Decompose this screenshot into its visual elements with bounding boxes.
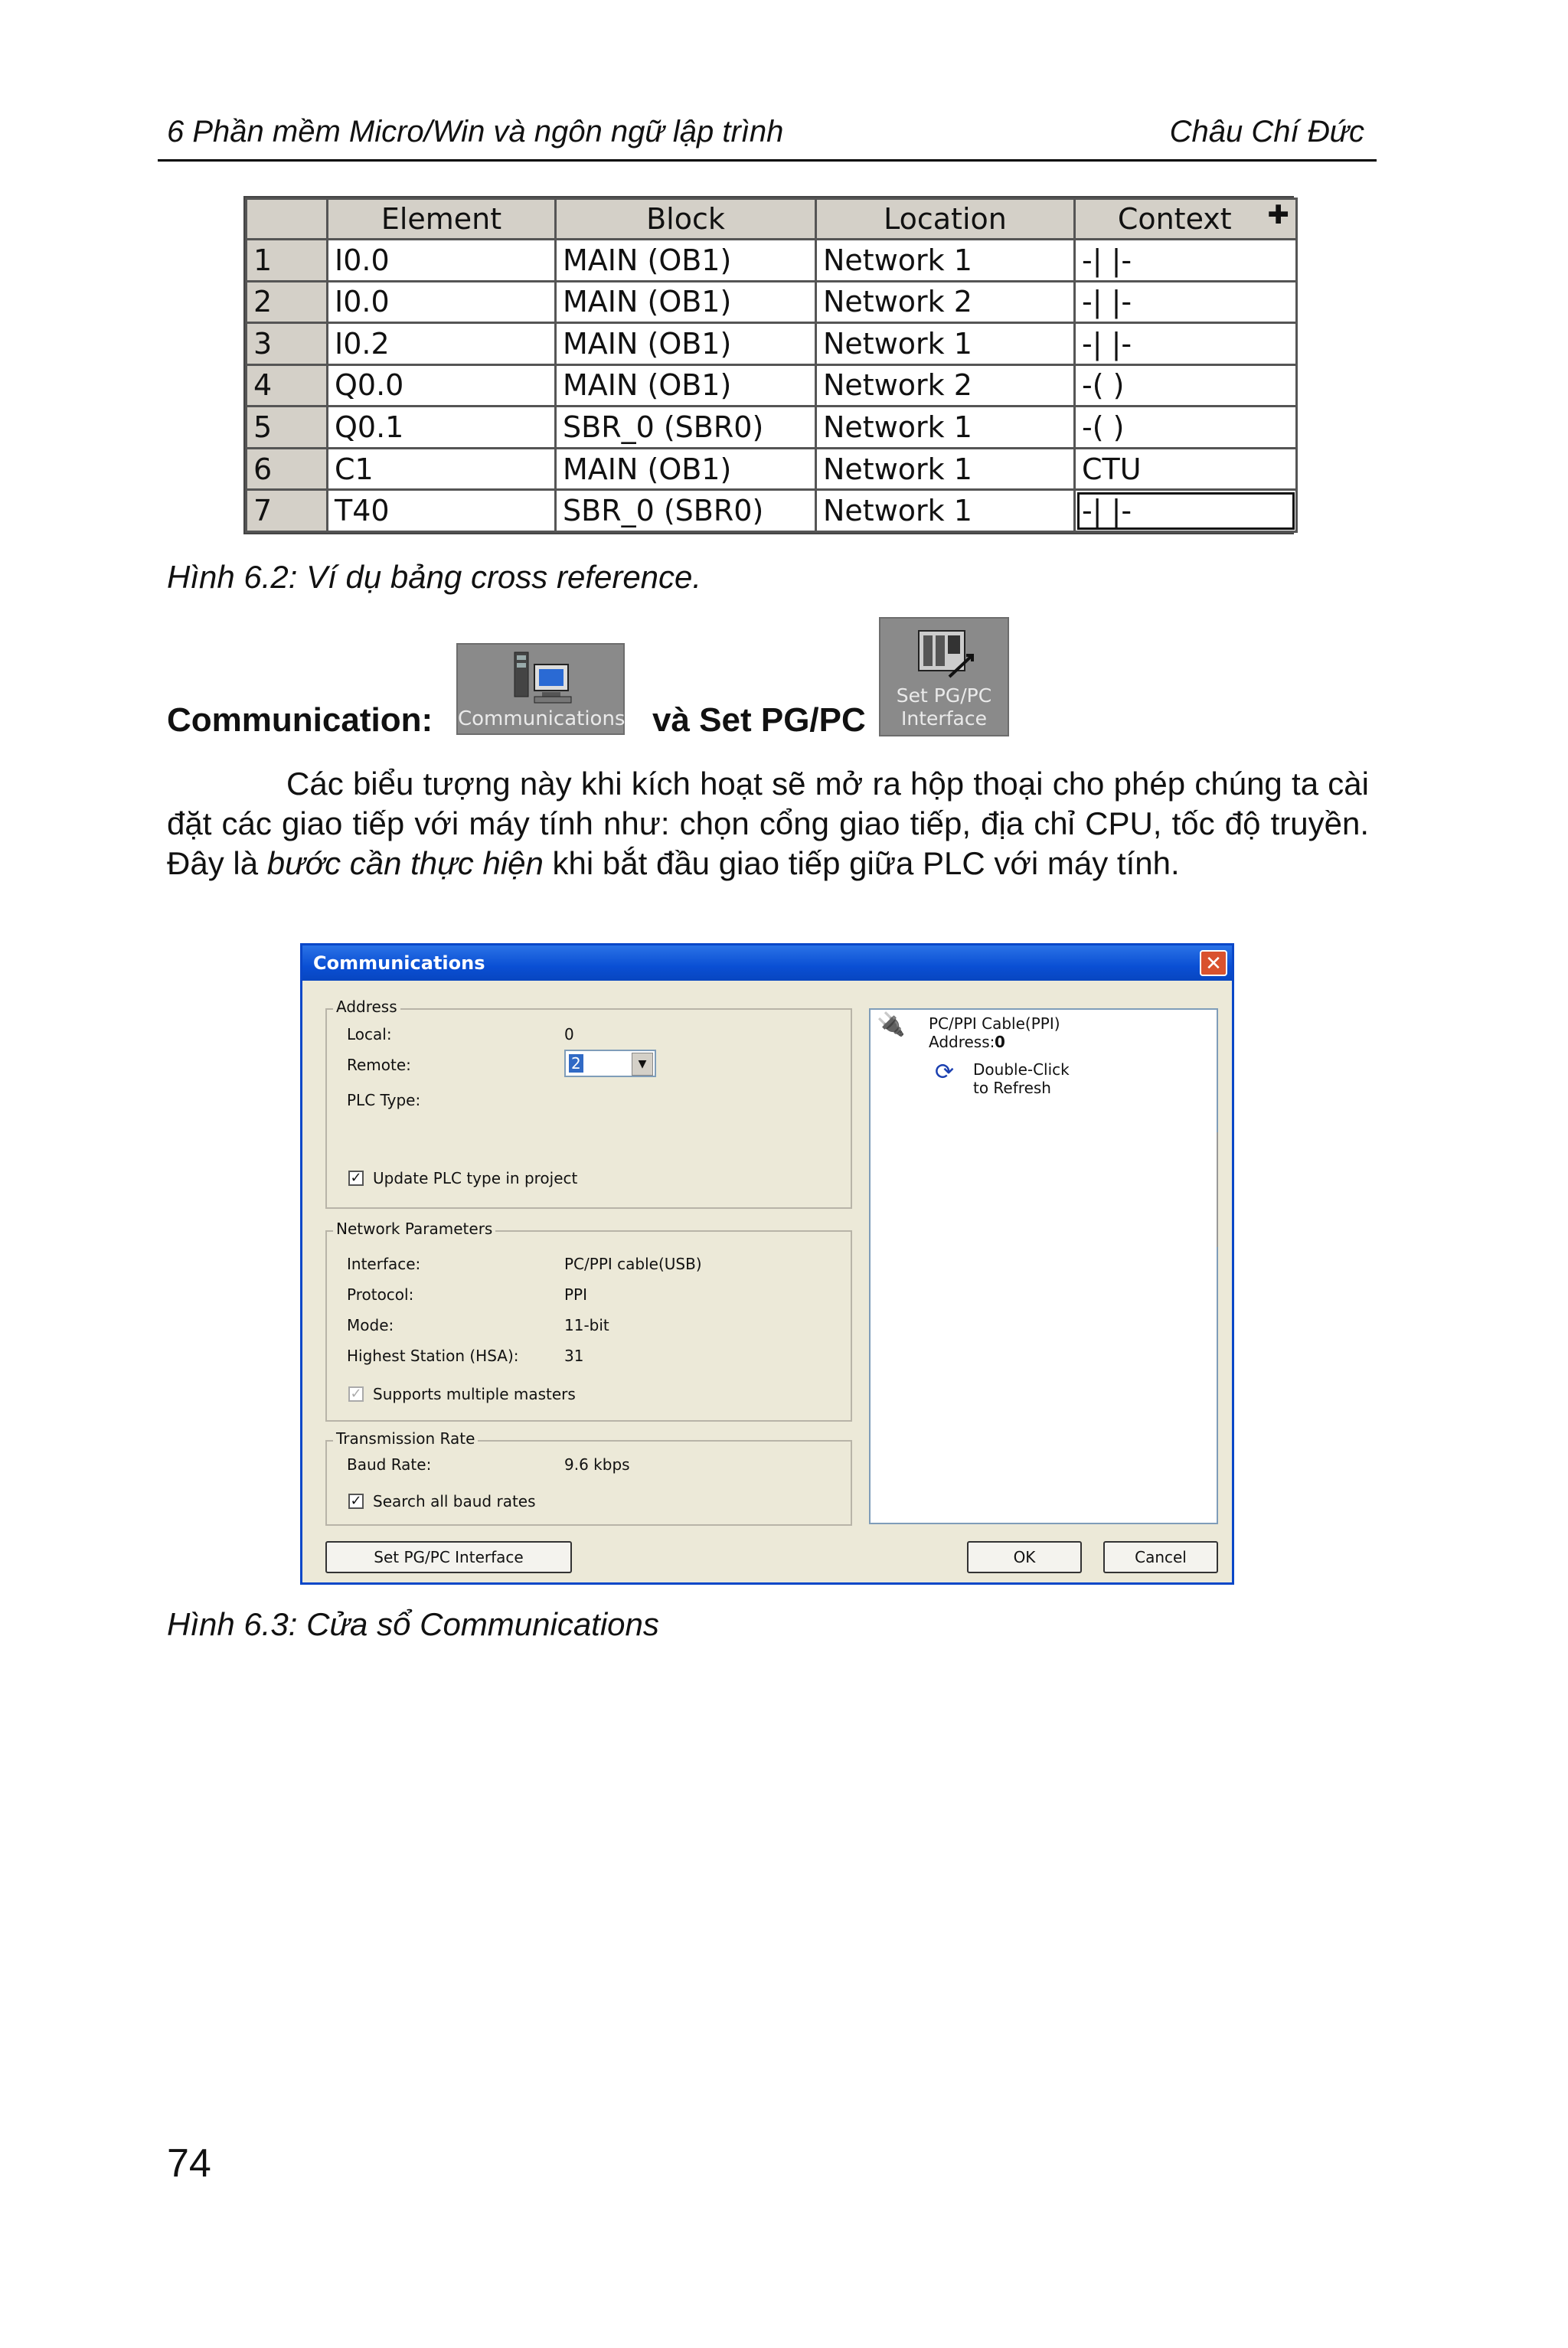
interface-icon [911,623,980,684]
table-row[interactable] [247,448,1297,490]
remote-address-select[interactable] [564,1050,656,1077]
chevron-down-icon[interactable]: ▼ [632,1053,653,1076]
context-cell: -( ) [1075,407,1297,449]
computer-plc-icon [504,648,580,709]
context-cell: -| |- [1075,240,1297,282]
element-cell: I0.0 [328,240,556,282]
page-number: 74 [167,2141,211,2186]
communications-toolbar-button[interactable] [456,643,625,735]
set-pgpc-button-label [880,684,1008,730]
column-header[interactable]: Element [328,199,556,240]
table-row[interactable] [247,364,1297,407]
set-pgpc-interface-button[interactable]: Set PG/PC Interface [325,1541,572,1573]
pin-icon[interactable]: ✚ [1267,200,1289,230]
element-cell: T40 [328,490,556,532]
row-number: 1 [247,240,328,282]
mode-value: 11-bit [564,1316,609,1334]
element-cell: I0.2 [328,323,556,365]
column-header-label: Context [1117,202,1232,236]
context-cell: -| |- [1075,490,1297,532]
cancel-button[interactable]: Cancel [1103,1541,1218,1573]
block-cell: MAIN (OB1) [556,281,816,323]
communications-button-label: Communications [458,707,626,730]
local-value: 0 [564,1025,574,1043]
network-parameters-group [325,1220,852,1422]
location-cell: Network 1 [816,240,1075,282]
table-row[interactable] [247,407,1297,449]
mode-label: Mode: [347,1316,394,1334]
set-pgpc-toolbar-button[interactable] [879,617,1009,736]
paragraph-text: Các biểu tượng này khi kích hoạt sẽ mở ra hộp thoại cho phép chúng ta cài đặt các giao tiếp với máy tính như: chọn cổng giao tiếp, địa chỉ CPU, tốc độ truyền. Đây là [167,766,1369,881]
column-header[interactable] [1075,199,1297,240]
row-number: 7 [247,490,328,532]
scrollbar-edge [1217,1132,1223,1247]
corner-cell [247,199,328,240]
group-title: Transmission Rate [333,1429,478,1448]
context-cell: -( ) [1075,364,1297,407]
block-cell: MAIN (OB1) [556,240,816,282]
block-cell: MAIN (OB1) [556,448,816,490]
location-cell: Network 1 [816,323,1075,365]
refresh-label-line1[interactable]: Double-Click [973,1060,1070,1079]
communication-label: Communication: [167,701,433,739]
table-row[interactable] [247,490,1297,532]
search-baud-label: Search all baud rates [373,1492,536,1510]
cable-label: PC/PPI Cable(PPI) [929,1014,1060,1033]
block-cell: MAIN (OB1) [556,364,816,407]
row-number: 3 [247,323,328,365]
dialog-title: Communications [302,945,1232,981]
table-row[interactable] [247,323,1297,365]
body-paragraph [167,764,1369,883]
local-label: Local: [347,1025,392,1043]
interface-label: Interface: [347,1255,421,1273]
location-cell: Network 1 [816,490,1075,532]
baud-rate-label: Baud Rate: [347,1455,432,1474]
refresh-icon[interactable]: ⟳ [935,1059,955,1086]
location-cell: Network 1 [816,407,1075,449]
location-cell: Network 2 [816,364,1075,407]
search-baud-checkbox[interactable]: ✓ [348,1494,364,1509]
context-cell: CTU [1075,448,1297,490]
cable-icon: 🔌 [877,1011,906,1038]
hsa-value: 31 [564,1347,584,1365]
location-cell: Network 1 [816,448,1075,490]
row-number: 4 [247,364,328,407]
author-name: Châu Chí Đức [1169,115,1364,149]
column-header[interactable]: Block [556,199,816,240]
figure-caption: Hình 6.2: Ví dụ bảng cross reference. [167,559,702,595]
element-cell: Q0.0 [328,364,556,407]
table-header-row [247,199,1297,240]
refresh-label-line2[interactable]: to Refresh [973,1079,1051,1097]
context-cell: -| |- [1075,281,1297,323]
row-number: 5 [247,407,328,449]
update-plc-type-label: Update PLC type in project [373,1169,578,1187]
remote-label: Remote: [347,1056,411,1074]
protocol-label: Protocol: [347,1285,414,1304]
group-title: Network Parameters [333,1220,495,1238]
block-cell: MAIN (OB1) [556,323,816,365]
chapter-heading: 6 Phần mềm Micro/Win và ngôn ngữ lập trình [167,115,784,149]
block-cell: SBR_0 (SBR0) [556,490,816,532]
ok-button[interactable]: OK [967,1541,1082,1573]
header-rule [158,159,1377,162]
hsa-label: Highest Station (HSA): [347,1347,519,1365]
transmission-rate-group [325,1429,852,1526]
row-number: 2 [247,281,328,323]
block-cell: SBR_0 (SBR0) [556,407,816,449]
row-number: 6 [247,448,328,490]
plc-type-label: PLC Type: [347,1091,421,1109]
multiple-masters-label: Supports multiple masters [373,1385,576,1403]
multiple-masters-checkbox: ✓ [348,1386,364,1402]
communications-dialog [300,943,1234,1585]
paragraph-text-end: khi bắt đầu giao tiếp giữa PLC với máy tính. [543,845,1180,881]
element-cell: C1 [328,448,556,490]
device-tree-panel[interactable] [869,1008,1218,1524]
set-pgpc-button-label-line1: Set PG/PC [896,684,992,707]
interface-value: PC/PPI cable(USB) [564,1255,702,1273]
update-plc-type-checkbox[interactable]: ✓ [348,1171,364,1186]
address-group [325,998,852,1209]
column-header[interactable]: Location [816,199,1075,240]
table-row[interactable] [247,281,1297,323]
cross-reference-table [243,196,1294,534]
remote-address-value: 2 [569,1054,583,1073]
paragraph-emphasis: bước cần thực hiện [266,845,544,881]
group-title: Address [333,998,400,1016]
element-cell: I0.0 [328,281,556,323]
set-pgpc-button-label-line2: Interface [901,707,987,730]
context-cell: -| |- [1075,323,1297,365]
protocol-value: PPI [564,1285,588,1304]
table-row[interactable] [247,240,1297,282]
close-icon[interactable]: ✕ [1200,950,1227,976]
location-cell: Network 2 [816,281,1075,323]
figure-caption: Hình 6.3: Cửa sổ Communications [167,1606,659,1642]
baud-rate-value: 9.6 kbps [564,1455,630,1474]
set-pgpc-label: và Set PG/PC [652,701,866,739]
tree-address-value: 0 [995,1033,1005,1051]
element-cell: Q0.1 [328,407,556,449]
tree-address-label: Address: [929,1033,995,1051]
